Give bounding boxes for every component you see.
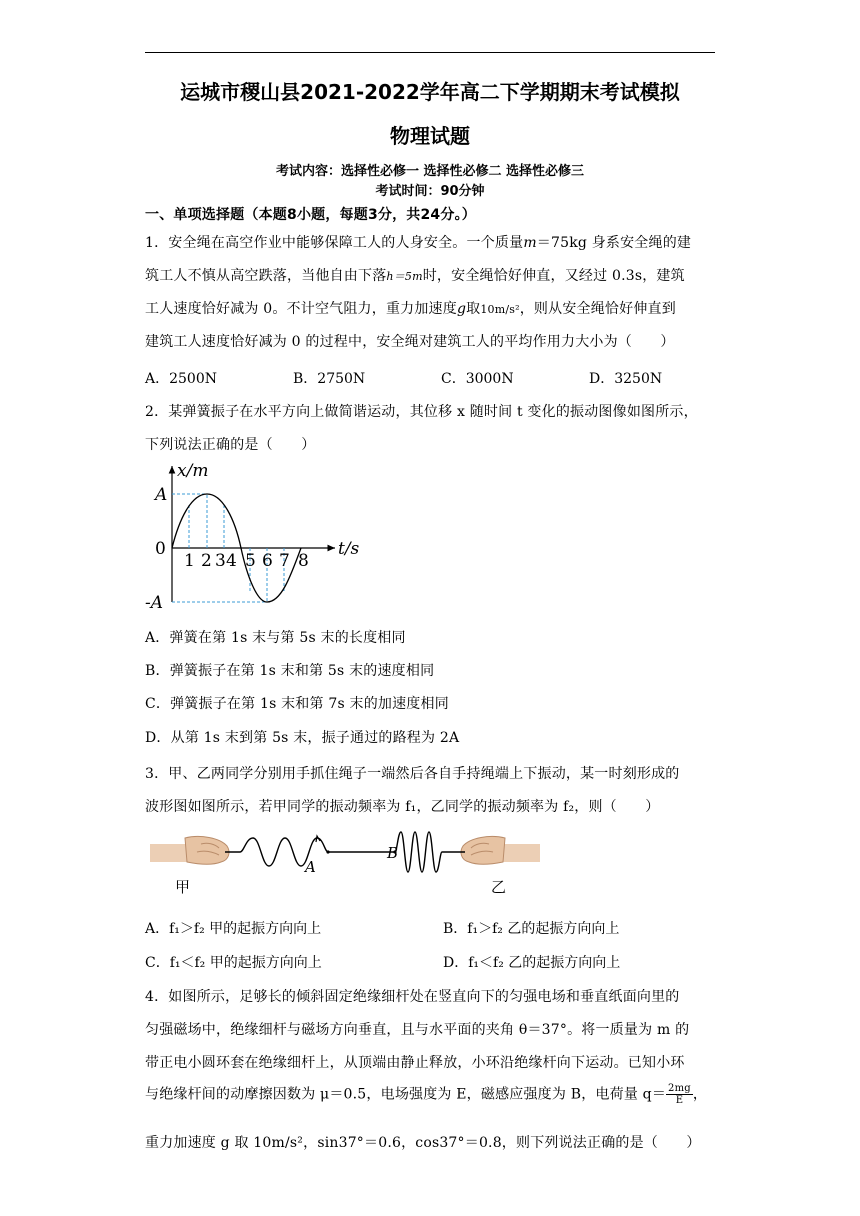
q3-line-1: 3．甲、乙两同学分别用手抓住绳子一端然后各自手持绳端上下振动，某一时刻形成的 [145, 766, 680, 782]
q2-line-2: 下列说法正确的是（ ） [145, 437, 316, 453]
exam-content: 考试内容：选择性必修一 选择性必修二 选择性必修三 [275, 164, 585, 179]
section-heading: 一、单项选择题（本题8小题，每题3分，共24分。） [145, 207, 476, 223]
point-b-label: B [387, 844, 399, 862]
tick-6: 6 [262, 551, 273, 571]
q1-line-4: 建筑工人速度恰好减为 0 的过程中，安全绳对建筑工人的平均作用力大小为（ ） [145, 334, 675, 350]
tick-7: 7 [279, 551, 290, 571]
exam-time: 考试时间：90分钟 [375, 184, 485, 199]
q1-line-1: 1．安全绳在高空作业中能够保障工人的人身安全。一个质量m＝75kg 身系安全绳的建 [145, 235, 692, 251]
q3-option-d[interactable]: D．f₁＜f₂ 乙的起振方向向上 [443, 955, 621, 971]
top-rule [145, 52, 715, 53]
rope-wave [225, 832, 465, 872]
tick-2: 2 [201, 551, 212, 571]
q1-line-3: 工人速度恰好减为 0。不计空气阻力，重力加速度g取10m/s²，则从安全绳恰好伸直到 [145, 301, 676, 317]
q4-line-3: 带正电小圆环套在绝缘细杆上，从顶端由静止释放，小环沿绝缘杆向下运动。已知小环 [145, 1055, 685, 1071]
q1-option-a[interactable]: A．2500N [145, 371, 217, 387]
tick-1: 1 [184, 551, 195, 571]
point-a-label: A [305, 858, 316, 876]
document-title: 运城市稷山县2021-2022学年高二下学期期末考试模拟 [180, 80, 680, 104]
q2-option-b[interactable]: B．弹簧振子在第 1s 末和第 5s 末的速度相同 [145, 663, 435, 679]
q2-line-1: 2．某弹簧振子在水平方向上做简谐运动，其位移 x 随时间 t 变化的振动图像如图所示， [145, 404, 698, 420]
q4-line-2: 匀强磁场中，绝缘细杆与磁场方向垂直，且与水平面的夹角 θ＝37°。将一质量为 m 的 [145, 1022, 690, 1038]
oscillation-graph [145, 462, 375, 612]
q2-option-d[interactable]: D．从第 1s 末到第 5s 末，振子通过的路程为 2A [145, 730, 460, 746]
right-hand-icon [461, 836, 540, 864]
q2-option-c[interactable]: C．弹簧振子在第 1s 末和第 7s 末的加速度相同 [145, 696, 449, 712]
rope-wave-figure [145, 828, 545, 900]
q3-line-2: 波形图如图所示，若甲同学的振动频率为 f₁，乙同学的振动频率为 f₂，则（ ） [145, 799, 660, 815]
right-person-label: 乙 [491, 878, 507, 896]
q1-option-c[interactable]: C．3000N [441, 371, 514, 387]
tick-8: 8 [298, 551, 309, 571]
y-label-a: A [155, 485, 168, 505]
left-hand-icon [150, 836, 229, 864]
tick-4: 4 [226, 551, 237, 571]
q3-option-b[interactable]: B．f₁＞f₂ 乙的起振方向向上 [443, 921, 620, 937]
q2-option-a[interactable]: A．弹簧在第 1s 末与第 5s 末的长度相同 [145, 630, 406, 646]
origin-label: 0 [155, 539, 166, 559]
q4-line-4: 与绝缘杆间的动摩擦因数为 μ＝0.5，电场强度为 E，磁感应强度为 B，电荷量 q＝ $\frac{2mg}{E}$ ， [145, 1083, 708, 1106]
q4-line-1: 4．如图所示，足够长的倾斜固定绝缘细杆处在竖直向下的匀强电场和垂直纸面向里的 [145, 989, 680, 1005]
q4-line-5: 重力加速度 g 取 10m/s²，sin37°＝0.6，cos37°＝0.8，则下列说法正确的是（ ） [145, 1135, 701, 1151]
y-label-neg-a: -A [145, 593, 164, 612]
q1-option-d[interactable]: D．3250N [589, 371, 663, 387]
x-axis-label: t/s [338, 539, 360, 559]
charge-fraction: $\frac{2mg}{E}$ [668, 1083, 691, 1106]
q3-option-a[interactable]: A．f₁＞f₂ 甲的起振方向向上 [145, 921, 322, 937]
left-person-label: 甲 [175, 878, 191, 896]
q1-line-2: 筑工人不慎从高空跌落，当他自由下落h＝5m时，安全绳恰好伸直，又经过 0.3s，建筑 [145, 268, 685, 284]
tick-3: 3 [215, 551, 226, 571]
y-axis-label: x/m [177, 462, 209, 481]
tick-5: 5 [245, 551, 256, 571]
q3-option-c[interactable]: C．f₁＜f₂ 甲的起振方向向上 [145, 955, 322, 971]
q1-option-b[interactable]: B．2750N [293, 371, 366, 387]
document-subtitle: 物理试题 [390, 124, 470, 148]
